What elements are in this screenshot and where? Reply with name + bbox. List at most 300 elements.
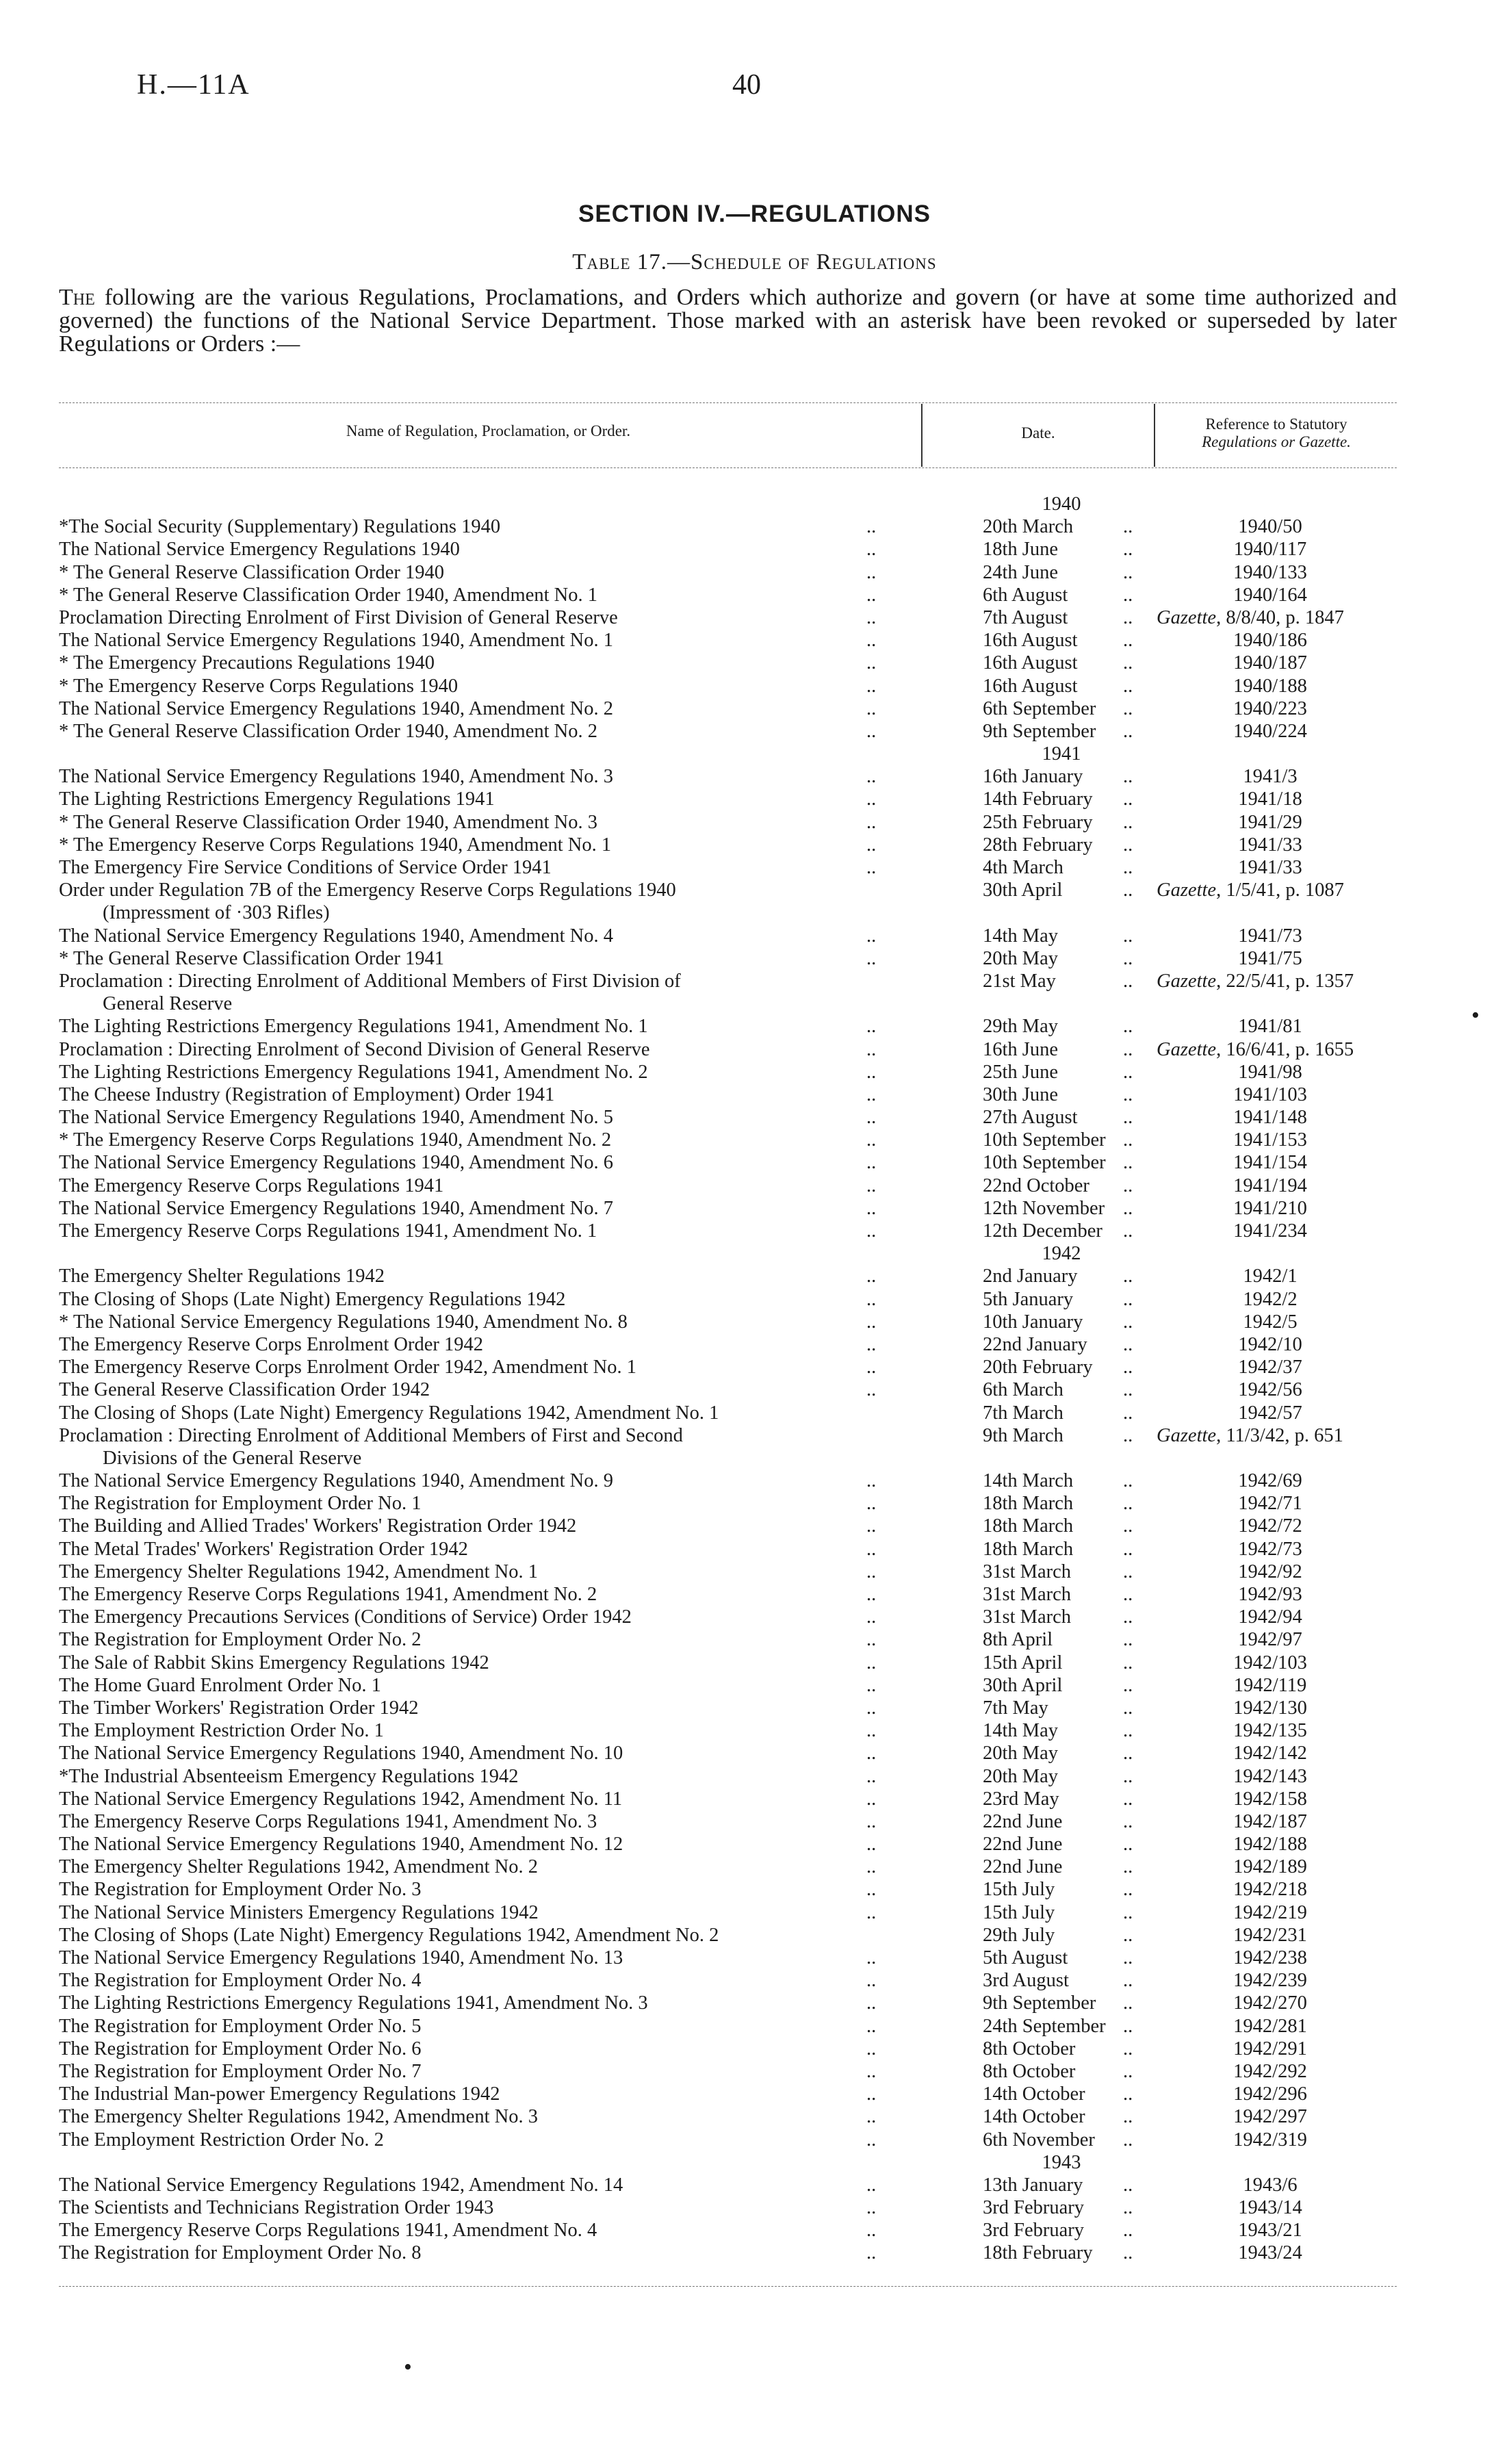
dot-leader: .. — [1123, 516, 1133, 538]
regulation-name: The Emergency Reserve Corps Enrolment Order 1942, Amendment No. 1 — [59, 1357, 636, 1378]
dot-leader: .. — [866, 2174, 877, 2196]
regulation-date: 30th April — [983, 880, 1063, 901]
table-row — [59, 1742, 1400, 1764]
regulation-name: The National Service Emergency Regulations 1940, Amendment No. 6 — [59, 1152, 613, 1174]
dot-leader: .. — [866, 561, 877, 583]
regulation-date: 29th July — [983, 1924, 1055, 1946]
column-header-reference-line2: Regulations or Gazette. — [1202, 433, 1351, 450]
regulation-name: The Registration for Employment Order No. 4 — [59, 1970, 422, 1992]
regulation-date: 3rd August — [983, 1970, 1069, 1992]
dot-leader: .. — [866, 1197, 877, 1219]
regulation-reference: 1942/130 — [1233, 1697, 1307, 1719]
dot-leader: .. — [866, 925, 877, 947]
regulation-reference: 1942/5 — [1243, 1311, 1298, 1333]
regulation-reference: 1942/158 — [1233, 1788, 1307, 1810]
dot-leader: .. — [866, 697, 877, 719]
regulation-reference: 1941/33 — [1238, 834, 1302, 856]
table-row — [59, 1719, 1400, 1742]
regulation-reference: 1942/2 — [1243, 1288, 1298, 1310]
dot-leader: .. — [866, 1357, 877, 1378]
document-reference: H.—11A — [137, 69, 250, 101]
regulation-date: 8th October — [983, 2060, 1076, 2082]
dot-leader: .. — [1123, 1788, 1133, 1810]
dot-leader: .. — [1123, 1856, 1133, 1878]
table-row — [59, 1697, 1400, 1719]
table-row — [59, 1288, 1400, 1311]
regulation-name: (Impressment of ·303 Rifles) — [103, 902, 330, 924]
dot-leader: .. — [1123, 1493, 1133, 1515]
dot-leader: .. — [1123, 766, 1133, 788]
table-row — [59, 2242, 1400, 2264]
regulation-date: 10th January — [983, 1311, 1083, 1333]
dot-leader: .. — [866, 1652, 877, 1673]
regulation-date: 18th March — [983, 1515, 1074, 1537]
regulation-reference: 1941/154 — [1233, 1152, 1307, 1174]
dot-leader: .. — [1123, 1538, 1133, 1560]
table-row — [59, 1515, 1400, 1537]
table-row — [59, 992, 1400, 1015]
dot-leader: .. — [866, 1175, 877, 1196]
table-row — [59, 765, 1400, 788]
regulation-date: 10th September — [983, 1152, 1106, 1174]
column-divider — [921, 404, 923, 467]
regulation-reference: 1941/73 — [1238, 925, 1302, 947]
regulation-reference: Gazette, 16/6/41, p. 1655 — [1157, 1038, 1354, 1060]
dot-leader: .. — [866, 2015, 877, 2037]
dot-leader: .. — [1123, 811, 1133, 833]
dot-leader: .. — [1123, 1879, 1133, 1901]
table-row — [59, 1652, 1400, 1674]
dot-leader: .. — [866, 1765, 877, 1787]
dot-leader: .. — [1123, 1016, 1133, 1038]
regulation-name: The Registration for Employment Order No. 6 — [59, 2038, 422, 2059]
regulation-date: 4th March — [983, 857, 1063, 878]
dot-leader: .. — [866, 2197, 877, 2219]
regulation-reference: 1941/33 — [1238, 857, 1302, 878]
dot-leader: .. — [1123, 1379, 1133, 1401]
regulation-date: 22nd January — [983, 1333, 1087, 1355]
regulation-date: 22nd June — [983, 1856, 1063, 1878]
table-row — [59, 1856, 1400, 1878]
regulation-date: 15th July — [983, 1901, 1055, 1923]
table-row — [59, 652, 1400, 674]
dot-leader: .. — [866, 1743, 877, 1764]
dot-leader: .. — [866, 2083, 877, 2105]
regulation-name: The Emergency Reserve Corps Regulations 1941, Amendment No. 2 — [59, 1584, 597, 1605]
dot-leader: .. — [1123, 561, 1133, 583]
dot-leader: .. — [1123, 1470, 1133, 1492]
dot-leader: .. — [866, 947, 877, 969]
regulation-date: 16th August — [983, 652, 1078, 674]
regulation-name: * The Emergency Precautions Regulations 1940 — [59, 652, 435, 674]
dot-leader: .. — [866, 1470, 877, 1492]
regulation-date: 20th May — [983, 1765, 1059, 1787]
table-row — [59, 879, 1400, 901]
regulation-date: 8th April — [983, 1629, 1053, 1651]
regulation-reference: 1940/188 — [1233, 675, 1307, 697]
dot-leader: .. — [1123, 834, 1133, 856]
regulation-reference: 1942/281 — [1233, 2015, 1307, 2037]
regulation-date: 2nd January — [983, 1266, 1078, 1287]
table-row — [59, 1878, 1400, 1901]
regulation-name: * The General Reserve Classification Order 1940, Amendment No. 2 — [59, 720, 597, 742]
regulation-reference: 1940/50 — [1238, 516, 1302, 538]
regulation-name: The Emergency Shelter Regulations 1942, Amendment No. 2 — [59, 1856, 538, 1878]
regulation-name: * The Emergency Reserve Corps Regulations 1940 — [59, 675, 459, 697]
table-row — [59, 1765, 1400, 1788]
regulation-name: The National Service Emergency Regulations 1940, Amendment No. 7 — [59, 1197, 613, 1219]
regulation-date: 22nd October — [983, 1175, 1089, 1196]
dot-leader: .. — [866, 539, 877, 561]
regulation-date: 18th February — [983, 2242, 1093, 2264]
table-row — [59, 1356, 1400, 1378]
regulation-reference: 1942/270 — [1233, 1992, 1307, 2014]
table-row — [59, 1402, 1400, 1424]
regulation-reference: 1942/69 — [1238, 1470, 1302, 1492]
regulation-reference: 1940/186 — [1233, 630, 1307, 652]
dot-leader: .. — [866, 1856, 877, 1878]
regulation-date: 14th October — [983, 2083, 1085, 2105]
dot-leader: .. — [866, 1311, 877, 1333]
regulation-date: 14th May — [983, 925, 1059, 947]
dot-leader: .. — [866, 788, 877, 810]
table-header-rule — [59, 467, 1397, 468]
dot-leader: .. — [1123, 1834, 1133, 1856]
dot-leader: .. — [866, 1834, 877, 1856]
regulation-date: 14th February — [983, 788, 1093, 810]
regulation-name: The Lighting Restrictions Emergency Regulations 1941, Amendment No. 2 — [59, 1061, 648, 1083]
dot-leader: .. — [1123, 925, 1133, 947]
regulation-reference: 1941/194 — [1233, 1175, 1307, 1196]
regulation-name: The National Service Emergency Regulations 1942, Amendment No. 14 — [59, 2174, 623, 2196]
table-row — [59, 834, 1400, 856]
dot-leader: .. — [866, 630, 877, 652]
table-row — [59, 2083, 1400, 2105]
regulation-name: * The General Reserve Classification Order 1940, Amendment No. 3 — [59, 811, 597, 833]
dot-leader: .. — [1123, 1129, 1133, 1151]
table-row — [59, 2219, 1400, 2242]
regulation-date: 30th April — [983, 1674, 1063, 1696]
regulation-reference: 1941/29 — [1238, 811, 1302, 833]
regulation-name: The Lighting Restrictions Emergency Regulations 1941, Amendment No. 3 — [59, 1992, 648, 2014]
regulation-name: The National Service Emergency Regulations 1942, Amendment No. 11 — [59, 1788, 623, 1810]
regulation-name: * The Emergency Reserve Corps Regulations 1940, Amendment No. 2 — [59, 1129, 612, 1151]
dot-leader: .. — [866, 1629, 877, 1651]
dot-leader: .. — [1123, 1720, 1133, 1742]
dot-leader: .. — [866, 1266, 877, 1287]
regulation-date: 31st March — [983, 1561, 1072, 1582]
table-row — [59, 629, 1400, 652]
regulation-date: 10th September — [983, 1129, 1106, 1151]
table-row — [59, 1265, 1400, 1287]
regulation-name: The Emergency Reserve Corps Regulations 1941, Amendment No. 1 — [59, 1220, 597, 1242]
table-row — [59, 1924, 1400, 1947]
regulation-name: *The Industrial Absenteeism Emergency Regulations 1942 — [59, 1765, 519, 1787]
dot-leader: .. — [1123, 1901, 1133, 1923]
regulation-name: The Closing of Shops (Late Night) Emergency Regulations 1942 — [59, 1288, 566, 1310]
regulation-name: The Timber Workers' Registration Order 1942 — [59, 1697, 419, 1719]
regulation-name: The National Service Emergency Regulations 1940, Amendment No. 10 — [59, 1743, 623, 1764]
dot-leader: .. — [866, 1720, 877, 1742]
dot-leader: .. — [866, 1970, 877, 1992]
dot-leader: .. — [866, 1788, 877, 1810]
table-row — [59, 1674, 1400, 1697]
regulation-date: 15th April — [983, 1652, 1063, 1673]
regulation-name: The National Service Emergency Regulations 1940, Amendment No. 2 — [59, 697, 613, 719]
regulation-reference: 1941/210 — [1233, 1197, 1307, 1219]
regulation-reference: Gazette, 22/5/41, p. 1357 — [1157, 970, 1354, 992]
table-row — [59, 811, 1400, 834]
dot-leader: .. — [866, 1879, 877, 1901]
section-title: SECTION IV.—REGULATIONS — [578, 201, 931, 227]
dot-leader: .. — [1123, 1674, 1133, 1696]
column-header-date: Date. — [1021, 424, 1055, 441]
dot-leader: .. — [1123, 1152, 1133, 1174]
table-row — [59, 947, 1400, 970]
table-row — [59, 1197, 1400, 1220]
regulation-name: The Emergency Shelter Regulations 1942, Amendment No. 3 — [59, 2106, 538, 2128]
regulation-name: The Scientists and Technicians Registration Order 1943 — [59, 2197, 494, 2219]
table-row — [59, 1992, 1400, 2014]
dot-leader: .. — [1123, 2220, 1133, 2242]
dot-leader: .. — [866, 1947, 877, 1968]
dot-leader: .. — [866, 2129, 877, 2151]
dot-leader: .. — [1123, 697, 1133, 719]
regulation-name: The General Reserve Classification Order 1942 — [59, 1379, 430, 1401]
dot-leader: .. — [1123, 2174, 1133, 2196]
table-row — [59, 1333, 1400, 1356]
regulation-name: The Registration for Employment Order No. 8 — [59, 2242, 422, 2264]
regulation-date: 3rd February — [983, 2197, 1084, 2219]
regulation-name: * The General Reserve Classification Order 1940 — [59, 561, 444, 583]
intro-text: following are the various Regulations, Proclamations, and Orders which authorize and govern (or have at some time authorized and governed) the functions of the National Service Department. Those marked with an asterisk have been revoked or superseded by later Regulations or Orders :— — [59, 285, 1397, 357]
regulation-reference: 1942/92 — [1238, 1561, 1302, 1582]
table-row — [59, 538, 1400, 561]
regulation-date: 31st March — [983, 1606, 1072, 1628]
regulation-date: 14th May — [983, 1720, 1059, 1742]
regulation-date: 12th December — [983, 1220, 1102, 1242]
regulation-date: 27th August — [983, 1107, 1078, 1129]
table-row — [59, 901, 1400, 924]
dot-leader: .. — [866, 1674, 877, 1696]
dot-leader: .. — [866, 584, 877, 606]
table-row — [59, 1470, 1400, 1492]
regulation-reference: 1942/239 — [1233, 1970, 1307, 1992]
regulation-date: 22nd June — [983, 1810, 1063, 1832]
table-row — [59, 697, 1400, 720]
regulation-reference: 1942/135 — [1233, 1720, 1307, 1742]
table-row — [59, 2060, 1400, 2083]
regulation-date: 13th January — [983, 2174, 1083, 2196]
regulation-name: The Emergency Reserve Corps Regulations 1941, Amendment No. 4 — [59, 2220, 597, 2242]
dot-leader: .. — [866, 766, 877, 788]
table-row — [59, 1901, 1400, 1924]
dot-leader: .. — [866, 834, 877, 856]
regulation-date: 5th August — [983, 1947, 1068, 1968]
regulation-date: 14th October — [983, 2106, 1085, 2128]
regulations-table — [59, 493, 1400, 2265]
dot-leader: .. — [866, 1515, 877, 1537]
page-number: 40 — [732, 69, 761, 101]
regulation-reference: 1942/187 — [1233, 1810, 1307, 1832]
regulation-name: The Closing of Shops (Late Night) Emergency Regulations 1942, Amendment No. 2 — [59, 1924, 719, 1946]
table-row — [59, 2015, 1400, 2038]
regulation-reference: 1942/103 — [1233, 1652, 1307, 1673]
table-row — [59, 1810, 1400, 1833]
regulation-name: The Employment Restriction Order No. 1 — [59, 1720, 384, 1742]
dot-leader: .. — [1123, 2015, 1133, 2037]
regulation-date: 6th September — [983, 697, 1096, 719]
dot-leader: .. — [1123, 1357, 1133, 1378]
regulation-reference: 1941/18 — [1238, 788, 1302, 810]
year-heading: 1941 — [1042, 743, 1081, 765]
table-row — [59, 561, 1400, 584]
dot-leader: .. — [866, 1061, 877, 1083]
regulation-reference: 1942/143 — [1233, 1765, 1307, 1787]
regulation-date: 18th June — [983, 539, 1059, 561]
regulation-date: 9th September — [983, 720, 1096, 742]
table-row — [59, 1311, 1400, 1333]
dot-leader: .. — [1123, 1515, 1133, 1537]
dot-leader: .. — [866, 1992, 877, 2014]
regulation-date: 16th August — [983, 675, 1078, 697]
regulation-reference: 1941/148 — [1233, 1107, 1307, 1129]
regulation-date: 20th May — [983, 947, 1059, 969]
dot-leader: .. — [866, 1379, 877, 1401]
regulation-name: * The National Service Emergency Regulations 1940, Amendment No. 8 — [59, 1311, 628, 1333]
table-row — [59, 2038, 1400, 2060]
regulation-date: 28th February — [983, 834, 1093, 856]
table-row — [59, 1175, 1400, 1197]
dot-leader: .. — [866, 811, 877, 833]
regulation-reference: 1942/10 — [1238, 1333, 1302, 1355]
regulation-date: 16th June — [983, 1038, 1059, 1060]
regulation-date: 15th July — [983, 1879, 1055, 1901]
dot-leader: .. — [866, 1288, 877, 1310]
regulation-reference: Gazette, 11/3/42, p. 651 — [1157, 1424, 1343, 1446]
table-row — [59, 1447, 1400, 1470]
regulation-date: 16th August — [983, 630, 1078, 652]
dot-leader: .. — [1123, 947, 1133, 969]
regulation-name: The Emergency Shelter Regulations 1942 — [59, 1266, 385, 1287]
dot-leader: .. — [1123, 675, 1133, 697]
regulation-reference: 1943/6 — [1243, 2174, 1298, 2196]
table-row — [59, 1220, 1400, 1242]
regulation-name: *The Social Security (Supplementary) Regulations 1940 — [59, 516, 501, 538]
dot-leader: .. — [1123, 1424, 1133, 1446]
regulation-date: 6th November — [983, 2129, 1095, 2151]
margin-mark: • — [1471, 1003, 1480, 1028]
regulation-reference: 1942/72 — [1238, 1515, 1302, 1537]
dot-leader: .. — [1123, 1606, 1133, 1628]
dot-leader: .. — [1123, 2129, 1133, 2151]
regulation-date: 18th March — [983, 1538, 1074, 1560]
regulation-name: The National Service Emergency Regulations 1940 — [59, 539, 460, 561]
year-heading-row — [59, 743, 1400, 765]
column-header-name: Name of Regulation, Proclamation, or Order. — [346, 422, 631, 439]
regulation-name: The National Service Emergency Regulations 1940, Amendment No. 9 — [59, 1470, 613, 1492]
regulation-reference: 1941/153 — [1233, 1129, 1307, 1151]
table-row — [59, 1606, 1400, 1628]
regulation-name: The Metal Trades' Workers' Registration Order 1942 — [59, 1538, 468, 1560]
dot-leader: .. — [866, 720, 877, 742]
regulation-name: The National Service Emergency Regulations 1940, Amendment No. 5 — [59, 1107, 613, 1129]
dot-leader: .. — [1123, 857, 1133, 878]
dot-leader: .. — [1123, 2060, 1133, 2082]
regulation-reference: 1943/24 — [1238, 2242, 1302, 2264]
dot-leader: .. — [866, 1561, 877, 1582]
dot-leader: .. — [1123, 2083, 1133, 2105]
regulation-name: The National Service Emergency Regulations 1940, Amendment No. 12 — [59, 1834, 623, 1856]
regulation-reference: 1942/189 — [1233, 1856, 1307, 1878]
dot-leader: .. — [1123, 720, 1133, 742]
dot-leader: .. — [1123, 1765, 1133, 1787]
regulation-reference: 1941/234 — [1233, 1220, 1307, 1242]
regulation-name: The Industrial Man-power Emergency Regulations 1942 — [59, 2083, 500, 2105]
regulation-date: 31st March — [983, 1584, 1072, 1605]
year-heading: 1940 — [1042, 493, 1081, 515]
regulation-name: The National Service Emergency Regulations 1940, Amendment No. 13 — [59, 1947, 623, 1968]
table-row — [59, 1492, 1400, 1515]
dot-leader: .. — [1123, 970, 1133, 992]
intro-paragraph — [59, 286, 1397, 356]
regulation-reference: 1942/93 — [1238, 1584, 1302, 1605]
regulation-reference: 1942/238 — [1233, 1947, 1307, 1968]
regulation-name: Proclamation Directing Enrolment of First Division of General Reserve — [59, 606, 618, 628]
dot-leader: .. — [1123, 584, 1133, 606]
dot-leader: .. — [1123, 539, 1133, 561]
intro-lead: The — [59, 285, 95, 310]
regulation-reference: 1942/292 — [1233, 2060, 1307, 2082]
table-row — [59, 1083, 1400, 1106]
regulation-name: The Emergency Shelter Regulations 1942, Amendment No. 1 — [59, 1561, 538, 1582]
regulation-reference: 1942/297 — [1233, 2106, 1307, 2128]
regulation-date: 5th January — [983, 1288, 1074, 1310]
dot-leader: .. — [866, 1901, 877, 1923]
table-row — [59, 1061, 1400, 1083]
table-row — [59, 1628, 1400, 1651]
regulation-name: The National Service Emergency Regulations 1940, Amendment No. 1 — [59, 630, 613, 652]
regulation-name: The Registration for Employment Order No. 1 — [59, 1493, 422, 1515]
regulation-name: The Registration for Employment Order No. 2 — [59, 1629, 422, 1651]
table-row — [59, 1969, 1400, 1992]
dot-leader: .. — [866, 2220, 877, 2242]
dot-leader: .. — [866, 1810, 877, 1832]
dot-leader: .. — [866, 1083, 877, 1105]
dot-leader: .. — [1123, 1924, 1133, 1946]
regulation-reference: 1942/73 — [1238, 1538, 1302, 1560]
table-bottom-rule — [59, 2286, 1397, 2287]
dot-leader: .. — [1123, 1107, 1133, 1129]
column-header-reference-line1: Reference to Statutory — [1205, 415, 1347, 433]
regulation-reference: 1943/14 — [1238, 2197, 1302, 2219]
year-heading-row — [59, 1242, 1400, 1265]
dot-leader: .. — [866, 2242, 877, 2264]
regulation-date: 25th June — [983, 1061, 1059, 1083]
regulation-name: * The General Reserve Classification Order 1941 — [59, 947, 444, 969]
dot-leader: .. — [1123, 1083, 1133, 1105]
dot-leader: .. — [866, 1107, 877, 1129]
table-row — [59, 1583, 1400, 1606]
regulation-name: General Reserve — [103, 993, 233, 1015]
regulation-name: Proclamation : Directing Enrolment of Second Division of General Reserve — [59, 1038, 650, 1060]
dot-leader: .. — [1123, 1220, 1133, 1242]
dot-leader: .. — [1123, 880, 1133, 901]
regulation-name: Divisions of the General Reserve — [103, 1447, 362, 1469]
dot-leader: .. — [866, 1038, 877, 1060]
regulation-reference: 1942/119 — [1233, 1674, 1307, 1696]
regulation-date: 6th March — [983, 1379, 1063, 1401]
